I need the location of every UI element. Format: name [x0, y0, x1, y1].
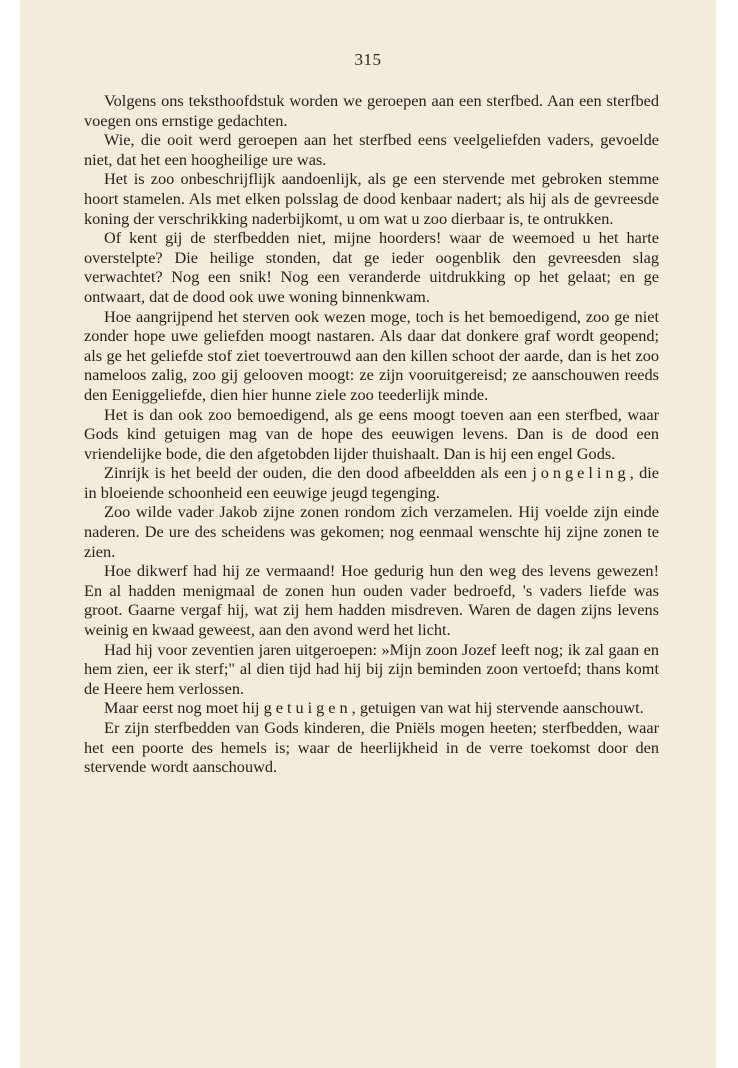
emphasized-word: jongeling — [532, 463, 630, 483]
paragraph-text: , die in bloeiende schoonheid een eeuwige jeugd tegenging. — [84, 463, 660, 502]
paragraph: Hoe aangrijpend het sterven ook wezen moge, toch is het bemoedigend, zoo ge niet zonder hope uwe geliefden moogt nastaren. Als daar dat donkere graf wordt geopend; als ge het geliefde stof ziet toevertrouwd aan den killen schoot der aarde, dan is het zoo nameloos zalig, zoo gij gelooven moogt: ze zijn vooruitgereisd; ze aanschouwen reeds den Eeniggeliefde, dien hier hunne ziele zoo teederlijk minde. — [84, 306, 659, 404]
paragraph: Had hij voor zeventien jaren uitgeroepen: »Mijn zoon Jozef leeft nog; ik zal gaan en hem zien, eer ik sterf;" al dien tijd had hij bij zijn beminden zoon vertoefd; thans komt de Heere hem verlossen. — [84, 639, 659, 698]
paragraph: Of kent gij de sterfbedden niet, mijne hoorders! waar de weemoed u het harte overstelpte? Die heilige stonden, dat ge ieder oogenblik den gevreesden slag verwachtet? Nog een snik! Nog een veranderde uitdrukking op het gelaat; en ge ontwaart, dat de dood ook uwe woning binnenkwam. — [84, 228, 659, 306]
paragraph: Volgens ons teksthoofdstuk worden we geroepen aan een sterfbed. Aan een sterfbed voegen ons ernstige gedachten. — [84, 91, 659, 130]
paragraph — [84, 698, 659, 718]
book-page — [20, 0, 716, 1068]
paragraph: Het is dan ook zoo bemoedigend, als ge eens moogt toeven aan een sterfbed, waar Gods kind getuigen mag van de hope des eeuwigen levens. Dan is de dood een vriendelijke bode, die den afgetobden lijder thuishaalt. Dan is hij een engel Gods. — [84, 404, 659, 463]
paragraph: Er zijn sterfbedden van Gods kinderen, die Pniëls mogen heeten; sterfbedden, waar het een poorte des hemels is; waar de heerlijkheid in de verre toekomst door den stervende wordt aanschouwd. — [84, 718, 659, 777]
paragraph-text: Zinrijk is het beeld der ouden, die den dood afbeeldden als een — [104, 463, 533, 483]
emphasized-word: getuigen — [263, 698, 352, 718]
paragraph — [84, 463, 659, 502]
paragraph-text: , getuigen van wat hij stervende aanschouwt. — [351, 698, 644, 718]
page-number: 315 — [354, 50, 382, 69]
paragraph: Wie, die ooit werd geroepen aan het sterfbed eens veelgeliefden vaders, gevoelde niet, dat het een hoogheilige ure was. — [84, 130, 659, 169]
paragraph: Zoo wilde vader Jakob zijne zonen rondom zich verzamelen. Hij voelde zijn einde naderen. De ure des scheidens was gekomen; nog eenmaal wenschte hij zijne zonen te zien. — [84, 502, 659, 561]
body-text — [84, 91, 659, 777]
paragraph: Het is zoo onbeschrijflijk aandoenlijk, als ge een stervende met gebroken stemme hoort stamelen. Als met elken polsslag de dood kenbaar nadert; als hij als de gevreesde koning der verschrikking naderbijkomt, u om wat u zoo dierbaar is, te ontrukken. — [84, 169, 659, 228]
paragraph-text: Maar eerst nog moet hij — [104, 698, 264, 718]
paragraph: Hoe dikwerf had hij ze vermaand! Hoe gedurig hun den weg des levens gewezen! En al hadden menigmaal de zonen hun ouden vader bedroefd, 's vaders liefde was groot. Gaarne vergaf hij, wat zij hem hadden misdreven. Waren de dagen zijns levens weinig en kwaad geweest, aan den avond werd het licht. — [84, 561, 659, 640]
